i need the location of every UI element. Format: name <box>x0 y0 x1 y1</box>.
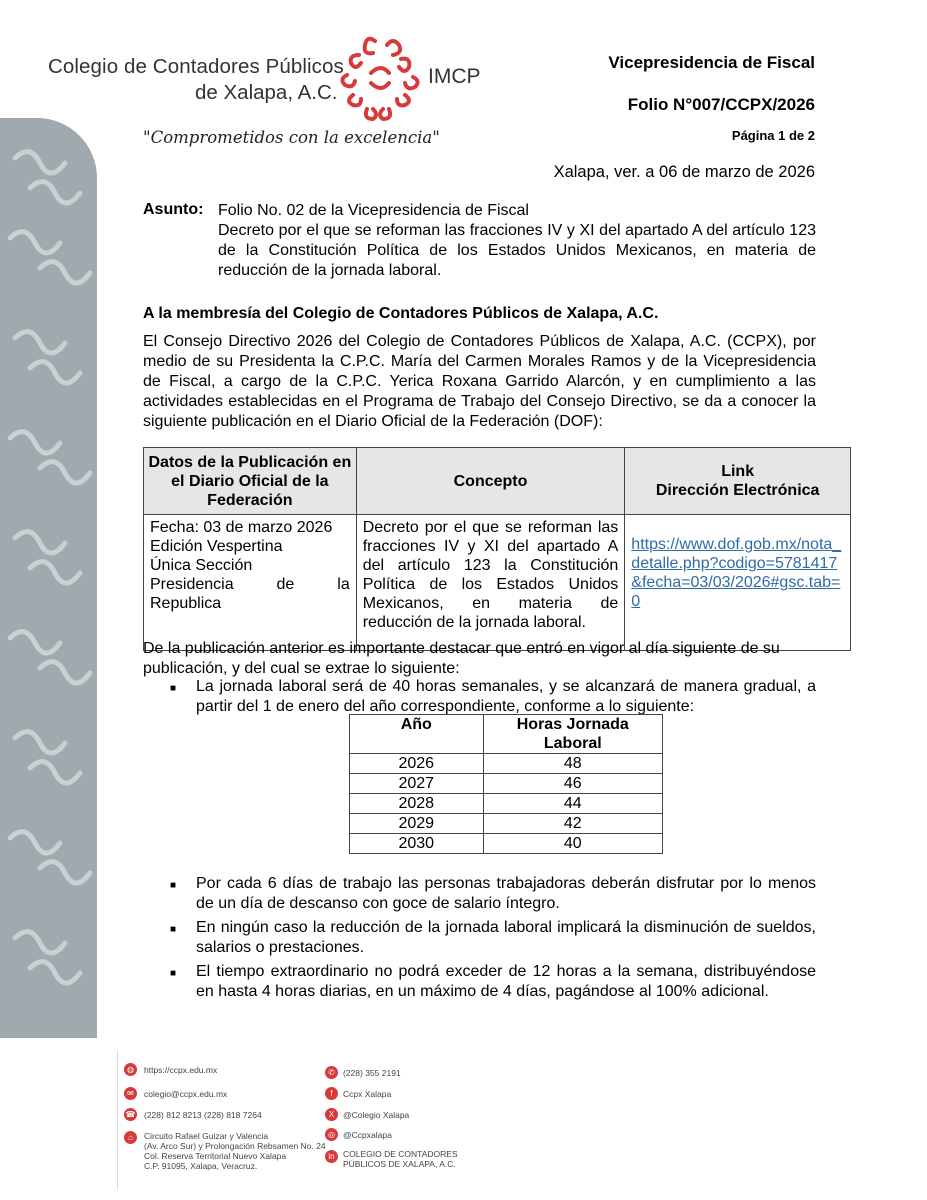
bullet-icon: ■ <box>170 968 177 979</box>
hours-cell: 40 <box>483 834 662 854</box>
footer-email[interactable]: colegio@ccpx.edu.mx <box>144 1089 228 1099</box>
place-date: Xalapa, ver. a 06 de marzo de 2026 <box>553 163 815 181</box>
bullet-text-4: El tiempo extraordinario no podrá exceder de 12 horas a la semana, distribuyéndose en hasta 4 horas diarias, en un máximo de 4 días, pagándose al 100% adicional. <box>196 963 816 1000</box>
subject-line2: Decreto por el que se reforman las fracciones IV y XI del apartado A del artículo 123 de la Constitución Política de los Estados Unidos Mexicanos, en materia de reducción de la jornada laboral. <box>218 222 816 279</box>
department-title: Vicepresidencia de Fiscal <box>608 53 815 72</box>
footer-address-1: Circuito Rafael Guizar y Valencia <box>144 1131 269 1141</box>
table-row <box>350 754 663 774</box>
table-row <box>350 794 663 814</box>
footer-website[interactable]: https://ccpx.edu.mx <box>144 1065 218 1075</box>
year-cell: 2029 <box>350 814 484 834</box>
publication-edition: Edición Vespertina <box>150 538 283 555</box>
facebook-icon: f <box>325 1087 338 1100</box>
footer-facebook[interactable]: Ccpx Xalapa <box>343 1089 392 1099</box>
header-link-line2: Dirección Electrónica <box>655 482 820 499</box>
side-decorative-band <box>0 118 97 1038</box>
header-link-line1: Link <box>721 463 755 480</box>
year-cell: 2026 <box>350 754 484 774</box>
year-cell: 2028 <box>350 794 484 814</box>
footer-address-4: C.P. 91095, Xalapa, Veracruz. <box>144 1161 258 1171</box>
folio-number: Folio N°007/CCPX/2026 <box>627 95 815 114</box>
publication-data-cell <box>144 515 357 651</box>
page-indicator: Página 1 de 2 <box>731 128 815 143</box>
bullet-icon: ■ <box>170 924 177 935</box>
publication-table <box>143 447 851 651</box>
table-row <box>350 774 663 794</box>
org-name-line1: Colegio de Contadores Públicos <box>48 55 344 78</box>
salutation: A la membresía del Colegio de Contadores Públicos de Xalapa, A.C. <box>143 305 659 322</box>
footer-linkedin-1[interactable]: COLEGIO DE CONTADORES <box>343 1149 458 1159</box>
hours-cell: 42 <box>483 814 662 834</box>
phone-icon: ☎ <box>125 1110 136 1119</box>
bullet-text-3: En ningún caso la reducción de la jornada laboral implicará la disminución de sueldos, salarios o prestaciones. <box>196 919 816 956</box>
footer-phones: (228) 812 8213 (228) 818 7264 <box>144 1110 262 1120</box>
header-hours: Horas Jornada Laboral <box>483 715 662 754</box>
imcp-logo-icon <box>335 33 425 123</box>
publication-date: Fecha: 03 de marzo 2026 <box>150 519 333 536</box>
bullet-icon: ■ <box>170 880 177 891</box>
org-name-line2: de Xalapa, A.C. <box>195 81 338 104</box>
hours-cell: 44 <box>483 794 662 814</box>
hours-header-row <box>350 715 663 754</box>
header-concept: Concepto <box>356 448 625 515</box>
publication-section: Única Sección <box>150 557 253 574</box>
footer-whatsapp: (228) 355 2191 <box>343 1068 401 1078</box>
header-link <box>625 448 851 515</box>
mail-icon: ✉ <box>124 1087 137 1100</box>
footer-address-2: (Av. Arco Sur) y Prolongación Rebsamen No. 24 <box>144 1141 326 1151</box>
home-icon: ⌂ <box>124 1131 137 1144</box>
dof-link[interactable]: https://www.dof.gob.mx/nota_detalle.php?codigo=5781417&fecha=03/03/2026#gsc.tab=0 <box>631 536 842 610</box>
hours-cell: 46 <box>483 774 662 794</box>
globe-icon: ◍ <box>124 1063 137 1076</box>
publication-issuer: Presidencia de la <box>150 576 350 593</box>
header-publication-data: Datos de la Publicación en el Diario Oficial de la Federación <box>144 448 357 515</box>
imcp-acronym: IMCP <box>428 65 481 88</box>
year-cell: 2027 <box>350 774 484 794</box>
bullet-text-2: Por cada 6 días de trabajo las personas trabajadoras deberán disfrutar por lo menos de un día de descanso con goce de salario íntegro. <box>196 875 816 912</box>
slogan: "Comprometidos con la excelencia" <box>143 128 440 147</box>
footer-instagram[interactable]: @Ccpxalapa <box>343 1130 392 1140</box>
x-icon: X <box>325 1108 338 1121</box>
hours-cell: 48 <box>483 754 662 774</box>
hours-table <box>349 714 663 854</box>
subject-label: Asunto: <box>143 201 204 218</box>
footer-address-3: Col. Reserva Territorial Nuevo Xalapa <box>144 1151 287 1161</box>
bullet-icon: ■ <box>170 683 177 694</box>
concept-cell: Decreto por el que se reforman las fracciones IV y XI del apartado A del artículo 123 la Constitución Política de los Estados Unidos Mexicanos, en materia de reducción de la jornada laboral. <box>356 515 625 651</box>
whatsapp-icon: ✆ <box>325 1066 338 1079</box>
footer-linkedin-2[interactable]: PÚBLICOS DE XALAPA, A.C. <box>343 1159 456 1169</box>
instagram-icon: ◎ <box>325 1128 338 1141</box>
after-table-paragraph: De la publicación anterior es importante destacar que entró en vigor al día siguiente de su publicación, y del cual se extrae lo siguiente: <box>143 640 780 677</box>
subject-line1: Folio No. 02 de la Vicepresidencia de Fiscal <box>218 202 529 219</box>
year-cell: 2030 <box>350 834 484 854</box>
header-year: Año <box>350 715 484 754</box>
footer-x[interactable]: @Colegio Xalapa <box>343 1110 410 1120</box>
pattern-decoration-icon <box>0 118 97 1038</box>
footer-divider <box>117 1050 118 1190</box>
link-cell <box>625 515 851 651</box>
intro-paragraph: El Consejo Directivo 2026 del Colegio de Contadores Públicos de Xalapa, A.C. (CCPX), por medio de su Presidenta la C.P.C. María del Carmen Morales Ramos y de la Vicepresidencia de Fiscal, a cargo de la C.P.C. Yerica Roxana Garrido Alarcón, y en cumplimiento a las actividades establecidas en el Programa de Trabajo del Consejo Directivo, se da a conocer la siguiente publicación en el Diario Oficial de la Federación (DOF): <box>143 333 816 430</box>
table-row <box>144 515 851 651</box>
linkedin-icon: in <box>325 1150 338 1163</box>
table-row <box>350 814 663 834</box>
table-row <box>350 834 663 854</box>
bullet-text-1: La jornada laboral será de 40 horas semanales, y se alcanzará de manera gradual, a partir del 1 de enero del año correspondiente, conforme a lo siguiente: <box>196 678 816 715</box>
publication-issuer-cont: Republica <box>150 595 222 612</box>
table-header-row <box>144 448 851 515</box>
